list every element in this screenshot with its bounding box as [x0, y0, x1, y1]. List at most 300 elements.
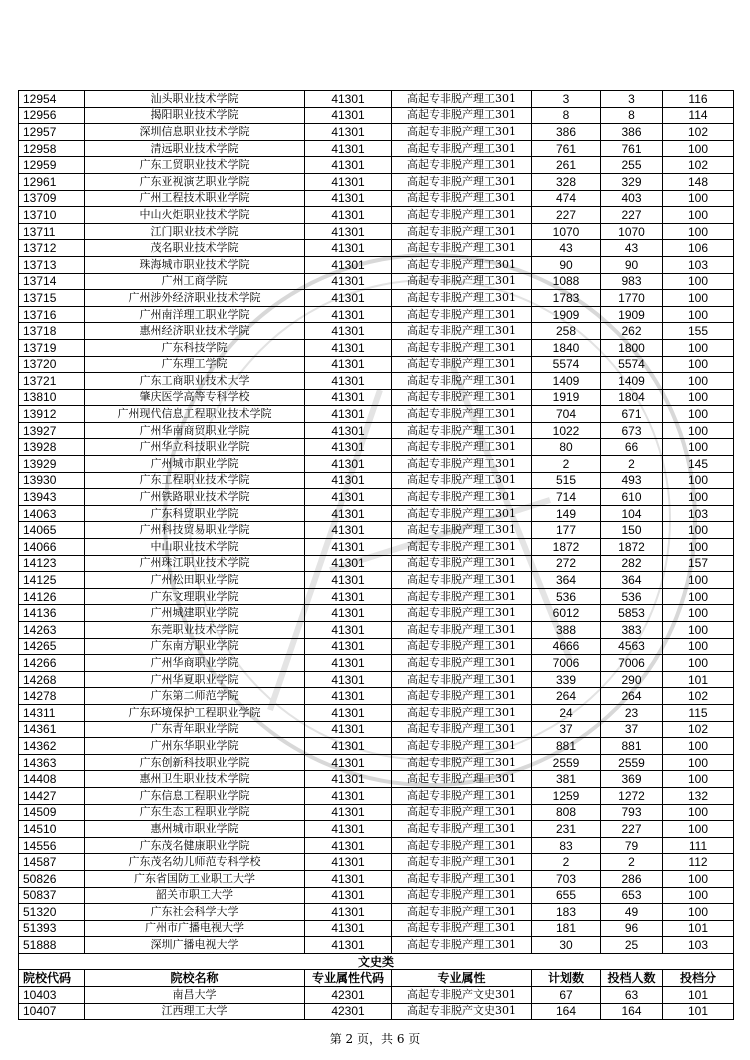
table-row [19, 273, 734, 290]
header-admitted-count: 投档人数 [601, 970, 663, 987]
cell-plan-count: 90 [532, 256, 601, 273]
cell-major-attr: 高起专非脱产理工301 [392, 422, 532, 439]
cell-score: 115 [663, 704, 734, 721]
cell-admitted-count: 1800 [601, 339, 663, 356]
cell-plan-count: 261 [532, 157, 601, 174]
cell-major-code: 41301 [305, 937, 392, 954]
cell-score: 101 [663, 920, 734, 937]
cell-plan-count: 24 [532, 704, 601, 721]
cell-admitted-count: 383 [601, 622, 663, 639]
cell-major-code: 41301 [305, 920, 392, 937]
cell-school-name: 东莞职业技术学院 [85, 622, 305, 639]
table-row [19, 522, 734, 539]
cell-school-name: 惠州城市职业学院 [85, 821, 305, 838]
cell-major-attr: 高起专非脱产理工301 [392, 870, 532, 887]
cell-score: 103 [663, 505, 734, 522]
cell-major-code: 41301 [305, 870, 392, 887]
cell-admitted-count: 1272 [601, 787, 663, 804]
cell-admitted-count: 364 [601, 572, 663, 589]
table-row [19, 140, 734, 157]
cell-school-code: 12961 [19, 173, 85, 190]
cell-admitted-count: 262 [601, 323, 663, 340]
cell-school-name: 广州城建职业学院 [85, 605, 305, 622]
cell-major-attr: 高起专非脱产理工301 [392, 124, 532, 141]
cell-school-name: 广州东华职业学院 [85, 738, 305, 755]
cell-school-code: 13721 [19, 373, 85, 390]
cell-score: 100 [663, 273, 734, 290]
table-row [19, 207, 734, 224]
cell-major-attr: 高起专非脱产理工301 [392, 638, 532, 655]
header-score: 投档分 [663, 970, 734, 987]
cell-school-name: 广州铁路职业技术学院 [85, 489, 305, 506]
cell-major-code: 41301 [305, 107, 392, 124]
cell-major-attr: 高起专非脱产理工301 [392, 190, 532, 207]
cell-plan-count: 1022 [532, 422, 601, 439]
cell-school-name: 广东工商职业技术大学 [85, 373, 305, 390]
cell-admitted-count: 1872 [601, 539, 663, 556]
cell-major-attr: 高起专非脱产理工301 [392, 223, 532, 240]
cell-plan-count: 258 [532, 323, 601, 340]
cell-major-code: 41301 [305, 439, 392, 456]
table-row [19, 223, 734, 240]
cell-score: 101 [663, 987, 734, 1004]
cell-school-code: 13713 [19, 256, 85, 273]
cell-plan-count: 1409 [532, 373, 601, 390]
cell-school-code: 14136 [19, 605, 85, 622]
cell-school-name: 广东南方职业学院 [85, 638, 305, 655]
cell-school-code: 12958 [19, 140, 85, 157]
section-title-row [19, 953, 734, 970]
cell-score: 111 [663, 837, 734, 854]
science-rows [19, 91, 734, 954]
cell-plan-count: 6012 [532, 605, 601, 622]
cell-plan-count: 181 [532, 920, 601, 937]
cell-admitted-count: 282 [601, 555, 663, 572]
cell-score: 100 [663, 306, 734, 323]
cell-admitted-count: 7006 [601, 655, 663, 672]
cell-school-name: 广东文理职业学院 [85, 588, 305, 605]
cell-plan-count: 704 [532, 406, 601, 423]
cell-school-code: 13714 [19, 273, 85, 290]
arts-rows [19, 987, 734, 1020]
cell-school-name: 江西理工大学 [85, 1003, 305, 1020]
cell-major-code: 41301 [305, 605, 392, 622]
cell-score: 148 [663, 173, 734, 190]
cell-admitted-count: 2559 [601, 754, 663, 771]
cell-major-code: 41301 [305, 588, 392, 605]
cell-school-code: 13929 [19, 456, 85, 473]
table-row [19, 290, 734, 307]
cell-admitted-count: 286 [601, 870, 663, 887]
cell-score: 100 [663, 140, 734, 157]
cell-admitted-count: 673 [601, 422, 663, 439]
cell-school-name: 广州现代信息工程职业技术学院 [85, 406, 305, 423]
cell-school-name: 广东茂名健康职业学院 [85, 837, 305, 854]
cell-school-code: 51888 [19, 937, 85, 954]
table-row [19, 373, 734, 390]
cell-plan-count: 177 [532, 522, 601, 539]
cell-school-code: 12954 [19, 91, 85, 108]
cell-major-attr: 高起专非脱产理工301 [392, 157, 532, 174]
cell-school-code: 13719 [19, 339, 85, 356]
cell-school-code: 10403 [19, 987, 85, 1004]
cell-admitted-count: 290 [601, 671, 663, 688]
cell-score: 100 [663, 422, 734, 439]
table-row [19, 887, 734, 904]
table-row [19, 704, 734, 721]
cell-major-code: 41301 [305, 771, 392, 788]
table-row [19, 91, 734, 108]
cell-school-name: 广州松田职业学院 [85, 572, 305, 589]
cell-admitted-count: 2 [601, 854, 663, 871]
cell-plan-count: 2 [532, 456, 601, 473]
cell-admitted-count: 1409 [601, 373, 663, 390]
cell-major-attr: 高起专非脱产理工301 [392, 256, 532, 273]
cell-major-attr: 高起专非脱产理工301 [392, 787, 532, 804]
admission-table [18, 90, 734, 1020]
cell-major-code: 41301 [305, 505, 392, 522]
cell-score: 100 [663, 588, 734, 605]
cell-plan-count: 761 [532, 140, 601, 157]
cell-major-code: 41301 [305, 273, 392, 290]
cell-major-code: 41301 [305, 638, 392, 655]
cell-major-attr: 高起专非脱产理工301 [392, 356, 532, 373]
table-row [19, 157, 734, 174]
cell-school-name: 广东科贸职业学院 [85, 505, 305, 522]
cell-major-attr: 高起专非脱产理工301 [392, 522, 532, 539]
table-row [19, 787, 734, 804]
table-row [19, 937, 734, 954]
table-row [19, 837, 734, 854]
cell-plan-count: 8 [532, 107, 601, 124]
cell-major-code: 41301 [305, 173, 392, 190]
cell-score: 100 [663, 638, 734, 655]
cell-school-code: 13710 [19, 207, 85, 224]
cell-admitted-count: 150 [601, 522, 663, 539]
cell-major-attr: 高起专非脱产理工301 [392, 655, 532, 672]
table-row [19, 539, 734, 556]
table-row [19, 605, 734, 622]
cell-major-attr: 高起专非脱产文史301 [392, 1003, 532, 1020]
arts-section [19, 953, 734, 986]
cell-major-code: 41301 [305, 622, 392, 639]
cell-major-code: 41301 [305, 223, 392, 240]
cell-major-code: 41301 [305, 306, 392, 323]
cell-major-attr: 高起专非脱产理工301 [392, 472, 532, 489]
cell-plan-count: 43 [532, 240, 601, 257]
header-school-name: 院校名称 [85, 970, 305, 987]
table-row [19, 688, 734, 705]
cell-major-attr: 高起专非脱产理工301 [392, 821, 532, 838]
cell-school-name: 深圳广播电视大学 [85, 937, 305, 954]
cell-major-attr: 高起专非脱产理工301 [392, 738, 532, 755]
cell-school-code: 13716 [19, 306, 85, 323]
cell-plan-count: 388 [532, 622, 601, 639]
cell-admitted-count: 49 [601, 904, 663, 921]
cell-plan-count: 1872 [532, 539, 601, 556]
cell-plan-count: 264 [532, 688, 601, 705]
cell-admitted-count: 1770 [601, 290, 663, 307]
cell-major-code: 42301 [305, 1003, 392, 1020]
cell-school-code: 12956 [19, 107, 85, 124]
cell-major-attr: 高起专非脱产理工301 [392, 754, 532, 771]
cell-major-code: 41301 [305, 422, 392, 439]
cell-major-attr: 高起专非脱产理工301 [392, 140, 532, 157]
cell-score: 100 [663, 771, 734, 788]
cell-school-name: 广东信息工程职业学院 [85, 787, 305, 804]
cell-school-code: 13711 [19, 223, 85, 240]
cell-major-code: 41301 [305, 837, 392, 854]
cell-score: 100 [663, 472, 734, 489]
cell-plan-count: 1909 [532, 306, 601, 323]
cell-school-code: 14126 [19, 588, 85, 605]
cell-major-attr: 高起专非脱产理工301 [392, 107, 532, 124]
cell-major-attr: 高起专非脱产文史301 [392, 987, 532, 1004]
cell-major-attr: 高起专非脱产理工301 [392, 323, 532, 340]
cell-admitted-count: 369 [601, 771, 663, 788]
cell-school-name: 广州工商学院 [85, 273, 305, 290]
cell-major-attr: 高起专非脱产理工301 [392, 771, 532, 788]
cell-school-name: 广东工程职业技术学院 [85, 472, 305, 489]
cell-score: 103 [663, 937, 734, 954]
cell-score: 100 [663, 870, 734, 887]
table-row [19, 306, 734, 323]
cell-major-code: 41301 [305, 456, 392, 473]
cell-school-name: 中山火炬职业技术学院 [85, 207, 305, 224]
table-row [19, 240, 734, 257]
cell-school-code: 13943 [19, 489, 85, 506]
cell-plan-count: 149 [532, 505, 601, 522]
cell-school-name: 深圳信息职业技术学院 [85, 124, 305, 141]
cell-plan-count: 1783 [532, 290, 601, 307]
cell-school-code: 14278 [19, 688, 85, 705]
cell-school-code: 14408 [19, 771, 85, 788]
cell-school-code: 14361 [19, 721, 85, 738]
cell-plan-count: 808 [532, 804, 601, 821]
cell-major-attr: 高起专非脱产理工301 [392, 721, 532, 738]
cell-major-code: 41301 [305, 804, 392, 821]
cell-school-name: 珠海城市职业技术学院 [85, 256, 305, 273]
cell-major-code: 41301 [305, 539, 392, 556]
cell-major-code: 41301 [305, 787, 392, 804]
cell-school-code: 13930 [19, 472, 85, 489]
cell-score: 100 [663, 821, 734, 838]
cell-major-code: 41301 [305, 472, 392, 489]
cell-plan-count: 4666 [532, 638, 601, 655]
cell-school-name: 广州华商职业学院 [85, 655, 305, 672]
cell-school-name: 广东创新科技职业学院 [85, 754, 305, 771]
table-row [19, 505, 734, 522]
cell-school-code: 14123 [19, 555, 85, 572]
cell-admitted-count: 43 [601, 240, 663, 257]
cell-school-name: 广东社会科学大学 [85, 904, 305, 921]
cell-score: 106 [663, 240, 734, 257]
cell-plan-count: 515 [532, 472, 601, 489]
cell-school-code: 14556 [19, 837, 85, 854]
table-row [19, 173, 734, 190]
cell-admitted-count: 793 [601, 804, 663, 821]
cell-major-attr: 高起专非脱产理工301 [392, 306, 532, 323]
cell-major-code: 41301 [305, 821, 392, 838]
cell-plan-count: 386 [532, 124, 601, 141]
cell-admitted-count: 671 [601, 406, 663, 423]
cell-score: 100 [663, 605, 734, 622]
cell-major-code: 41301 [305, 91, 392, 108]
cell-school-code: 13928 [19, 439, 85, 456]
cell-score: 112 [663, 854, 734, 871]
cell-major-attr: 高起专非脱产理工301 [392, 804, 532, 821]
cell-admitted-count: 104 [601, 505, 663, 522]
cell-major-attr: 高起专非脱产理工301 [392, 406, 532, 423]
header-school-code: 院校代码 [19, 970, 85, 987]
cell-score: 100 [663, 207, 734, 224]
cell-major-code: 41301 [305, 655, 392, 672]
cell-school-name: 南昌大学 [85, 987, 305, 1004]
table-row [19, 738, 734, 755]
table-row [19, 904, 734, 921]
cell-school-code: 13720 [19, 356, 85, 373]
cell-major-attr: 高起专非脱产理工301 [392, 605, 532, 622]
cell-score: 100 [663, 190, 734, 207]
cell-score: 102 [663, 124, 734, 141]
cell-major-code: 41301 [305, 157, 392, 174]
cell-major-code: 41301 [305, 373, 392, 390]
cell-school-name: 广州南洋理工职业学院 [85, 306, 305, 323]
cell-admitted-count: 164 [601, 1003, 663, 1020]
cell-school-name: 广州华立科技职业学院 [85, 439, 305, 456]
cell-admitted-count: 2 [601, 456, 663, 473]
cell-plan-count: 339 [532, 671, 601, 688]
cell-school-name: 江门职业技术学院 [85, 223, 305, 240]
cell-score: 116 [663, 91, 734, 108]
table-row [19, 987, 734, 1004]
cell-admitted-count: 386 [601, 124, 663, 141]
table-row [19, 124, 734, 141]
table-row [19, 472, 734, 489]
cell-plan-count: 881 [532, 738, 601, 755]
cell-score: 145 [663, 456, 734, 473]
table-row [19, 107, 734, 124]
cell-admitted-count: 5574 [601, 356, 663, 373]
cell-plan-count: 37 [532, 721, 601, 738]
cell-school-name: 广东亚视演艺职业学院 [85, 173, 305, 190]
cell-admitted-count: 63 [601, 987, 663, 1004]
table-row [19, 555, 734, 572]
cell-major-code: 41301 [305, 339, 392, 356]
cell-school-code: 13927 [19, 422, 85, 439]
cell-admitted-count: 610 [601, 489, 663, 506]
cell-score: 100 [663, 804, 734, 821]
cell-major-code: 41301 [305, 140, 392, 157]
cell-score: 101 [663, 1003, 734, 1020]
cell-school-name: 广东第二师范学院 [85, 688, 305, 705]
cell-major-attr: 高起专非脱产理工301 [392, 704, 532, 721]
cell-school-code: 14265 [19, 638, 85, 655]
cell-major-attr: 高起专非脱产理工301 [392, 373, 532, 390]
cell-school-name: 广东理工学院 [85, 356, 305, 373]
cell-admitted-count: 761 [601, 140, 663, 157]
cell-score: 100 [663, 373, 734, 390]
cell-major-attr: 高起专非脱产理工301 [392, 439, 532, 456]
cell-school-name: 惠州卫生职业技术学院 [85, 771, 305, 788]
cell-admitted-count: 329 [601, 173, 663, 190]
cell-admitted-count: 227 [601, 207, 663, 224]
cell-score: 102 [663, 157, 734, 174]
cell-admitted-count: 90 [601, 256, 663, 273]
table-row [19, 622, 734, 639]
cell-major-code: 41301 [305, 389, 392, 406]
cell-score: 100 [663, 904, 734, 921]
cell-plan-count: 83 [532, 837, 601, 854]
cell-school-name: 揭阳职业技术学院 [85, 107, 305, 124]
table-row [19, 870, 734, 887]
section-title: 文史类 [19, 953, 734, 970]
cell-major-attr: 高起专非脱产理工301 [392, 207, 532, 224]
cell-major-attr: 高起专非脱产理工301 [392, 456, 532, 473]
cell-major-code: 41301 [305, 323, 392, 340]
cell-school-name: 广东工贸职业技术学院 [85, 157, 305, 174]
cell-score: 100 [663, 754, 734, 771]
cell-school-code: 14510 [19, 821, 85, 838]
cell-score: 100 [663, 290, 734, 307]
cell-admitted-count: 37 [601, 721, 663, 738]
table-row [19, 439, 734, 456]
cell-school-code: 13712 [19, 240, 85, 257]
cell-major-attr: 高起专非脱产理工301 [392, 671, 532, 688]
cell-major-attr: 高起专非脱产理工301 [392, 854, 532, 871]
cell-score: 100 [663, 655, 734, 672]
cell-major-attr: 高起专非脱产理工301 [392, 489, 532, 506]
cell-major-code: 41301 [305, 754, 392, 771]
cell-school-code: 14066 [19, 539, 85, 556]
cell-school-name: 广州涉外经济职业技术学院 [85, 290, 305, 307]
cell-major-attr: 高起专非脱产理工301 [392, 588, 532, 605]
cell-plan-count: 7006 [532, 655, 601, 672]
table-row [19, 754, 734, 771]
cell-major-code: 42301 [305, 987, 392, 1004]
cell-school-code: 13709 [19, 190, 85, 207]
table-row [19, 422, 734, 439]
cell-school-name: 惠州经济职业技术学院 [85, 323, 305, 340]
cell-major-attr: 高起专非脱产理工301 [392, 240, 532, 257]
cell-admitted-count: 5853 [601, 605, 663, 622]
table-row [19, 256, 734, 273]
cell-school-name: 广东省国防工业职工大学 [85, 870, 305, 887]
cell-school-code: 14266 [19, 655, 85, 672]
cell-school-code: 14263 [19, 622, 85, 639]
cell-school-name: 广州科技贸易职业学院 [85, 522, 305, 539]
table-row [19, 655, 734, 672]
cell-major-code: 41301 [305, 904, 392, 921]
cell-admitted-count: 881 [601, 738, 663, 755]
page-footer: 第 2 页，共 6 页 [329, 1032, 421, 1046]
cell-score: 100 [663, 887, 734, 904]
cell-plan-count: 5574 [532, 356, 601, 373]
cell-admitted-count: 23 [601, 704, 663, 721]
cell-plan-count: 67 [532, 987, 601, 1004]
cell-school-code: 10407 [19, 1003, 85, 1020]
cell-school-code: 12957 [19, 124, 85, 141]
cell-plan-count: 2559 [532, 754, 601, 771]
cell-school-code: 50837 [19, 887, 85, 904]
cell-plan-count: 80 [532, 439, 601, 456]
cell-plan-count: 536 [532, 588, 601, 605]
cell-plan-count: 655 [532, 887, 601, 904]
cell-school-name: 广州华夏职业学院 [85, 671, 305, 688]
cell-plan-count: 3 [532, 91, 601, 108]
cell-school-code: 14362 [19, 738, 85, 755]
cell-major-code: 41301 [305, 688, 392, 705]
